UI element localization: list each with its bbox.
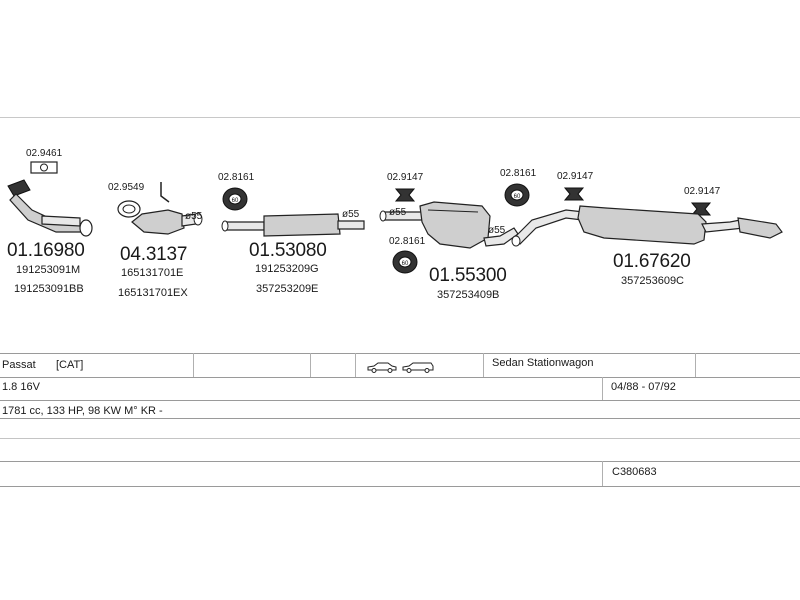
table-divider bbox=[355, 353, 356, 377]
front-pipe-oem-1: 191253209G bbox=[255, 263, 319, 275]
table-divider bbox=[310, 353, 311, 377]
middle-diameter-in: ø55 bbox=[389, 207, 407, 218]
middle-diameter-out: ø55 bbox=[488, 225, 506, 236]
table-line bbox=[0, 486, 800, 487]
catalyst-oem-2: 165131701EX bbox=[118, 287, 188, 299]
table-divider bbox=[193, 353, 194, 377]
rear-hanger-1-label: 02.8161 bbox=[500, 168, 537, 179]
rear-silencer-part-number: 01.67620 bbox=[613, 251, 691, 272]
middle-hanger-left-label: 02.8161 bbox=[389, 236, 426, 247]
table-divider bbox=[483, 353, 484, 377]
model-name: Passat bbox=[2, 359, 36, 371]
rear-silencer-oem-1: 357253609C bbox=[621, 275, 685, 287]
front-pipe-oem-2: 357253209E bbox=[256, 283, 319, 295]
downpipe-oem-1: 191253091M bbox=[16, 264, 81, 276]
middle-silencer-part-number: 01.55300 bbox=[429, 265, 507, 286]
front-pipe-hanger-label: 02.8161 bbox=[218, 172, 255, 183]
svg-text:60: 60 bbox=[401, 261, 409, 267]
car-wagon-icon bbox=[401, 361, 435, 373]
table-divider bbox=[602, 377, 603, 400]
catalyst-diameter: ø55 bbox=[185, 211, 203, 222]
middle-hanger-top-label: 02.9147 bbox=[387, 172, 424, 183]
svg-text:60: 60 bbox=[513, 194, 521, 200]
gasket-icon bbox=[30, 161, 60, 175]
svg-text:60: 60 bbox=[231, 198, 239, 204]
table-line bbox=[0, 353, 800, 354]
front-pipe-part-number: 01.53080 bbox=[249, 240, 327, 261]
rear-silencer-drawing bbox=[508, 198, 788, 254]
top-border bbox=[0, 117, 800, 118]
system-code: C380683 bbox=[612, 466, 657, 478]
table-line bbox=[0, 400, 800, 401]
rear-hanger-2-label: 02.9147 bbox=[557, 171, 594, 182]
downpipe-drawing bbox=[2, 176, 102, 244]
catalyst-gasket-label: 02.9549 bbox=[108, 182, 145, 193]
car-sedan-icon bbox=[366, 361, 398, 373]
table-divider bbox=[695, 353, 696, 377]
middle-silencer-oem-1: 357253409B bbox=[437, 289, 500, 301]
downpipe-part-number: 01.16980 bbox=[7, 240, 85, 261]
body-types: Sedan Stationwagon bbox=[492, 357, 594, 369]
production-years: 04/88 - 07/92 bbox=[611, 381, 676, 393]
catalyst-part-number: 04.3137 bbox=[120, 244, 188, 265]
front-pipe-diameter: ø55 bbox=[342, 209, 360, 220]
table-divider bbox=[602, 461, 603, 486]
downpipe-oem-2: 191253091BB bbox=[14, 283, 84, 295]
table-line bbox=[0, 377, 800, 378]
engine-specs: 1781 cc, 133 HP, 98 KW M° KR - bbox=[2, 405, 163, 417]
engine: 1.8 16V bbox=[2, 381, 40, 393]
table-line bbox=[0, 418, 800, 419]
rubber-hanger-icon bbox=[222, 186, 250, 212]
downpipe-gasket-label: 02.9461 bbox=[26, 148, 63, 159]
model-note: [CAT] bbox=[56, 359, 84, 371]
table-line bbox=[0, 461, 800, 462]
catalyst-oem-1: 165131701E bbox=[121, 267, 184, 279]
table-line bbox=[0, 438, 800, 439]
rear-hanger-3-label: 02.9147 bbox=[684, 186, 721, 197]
